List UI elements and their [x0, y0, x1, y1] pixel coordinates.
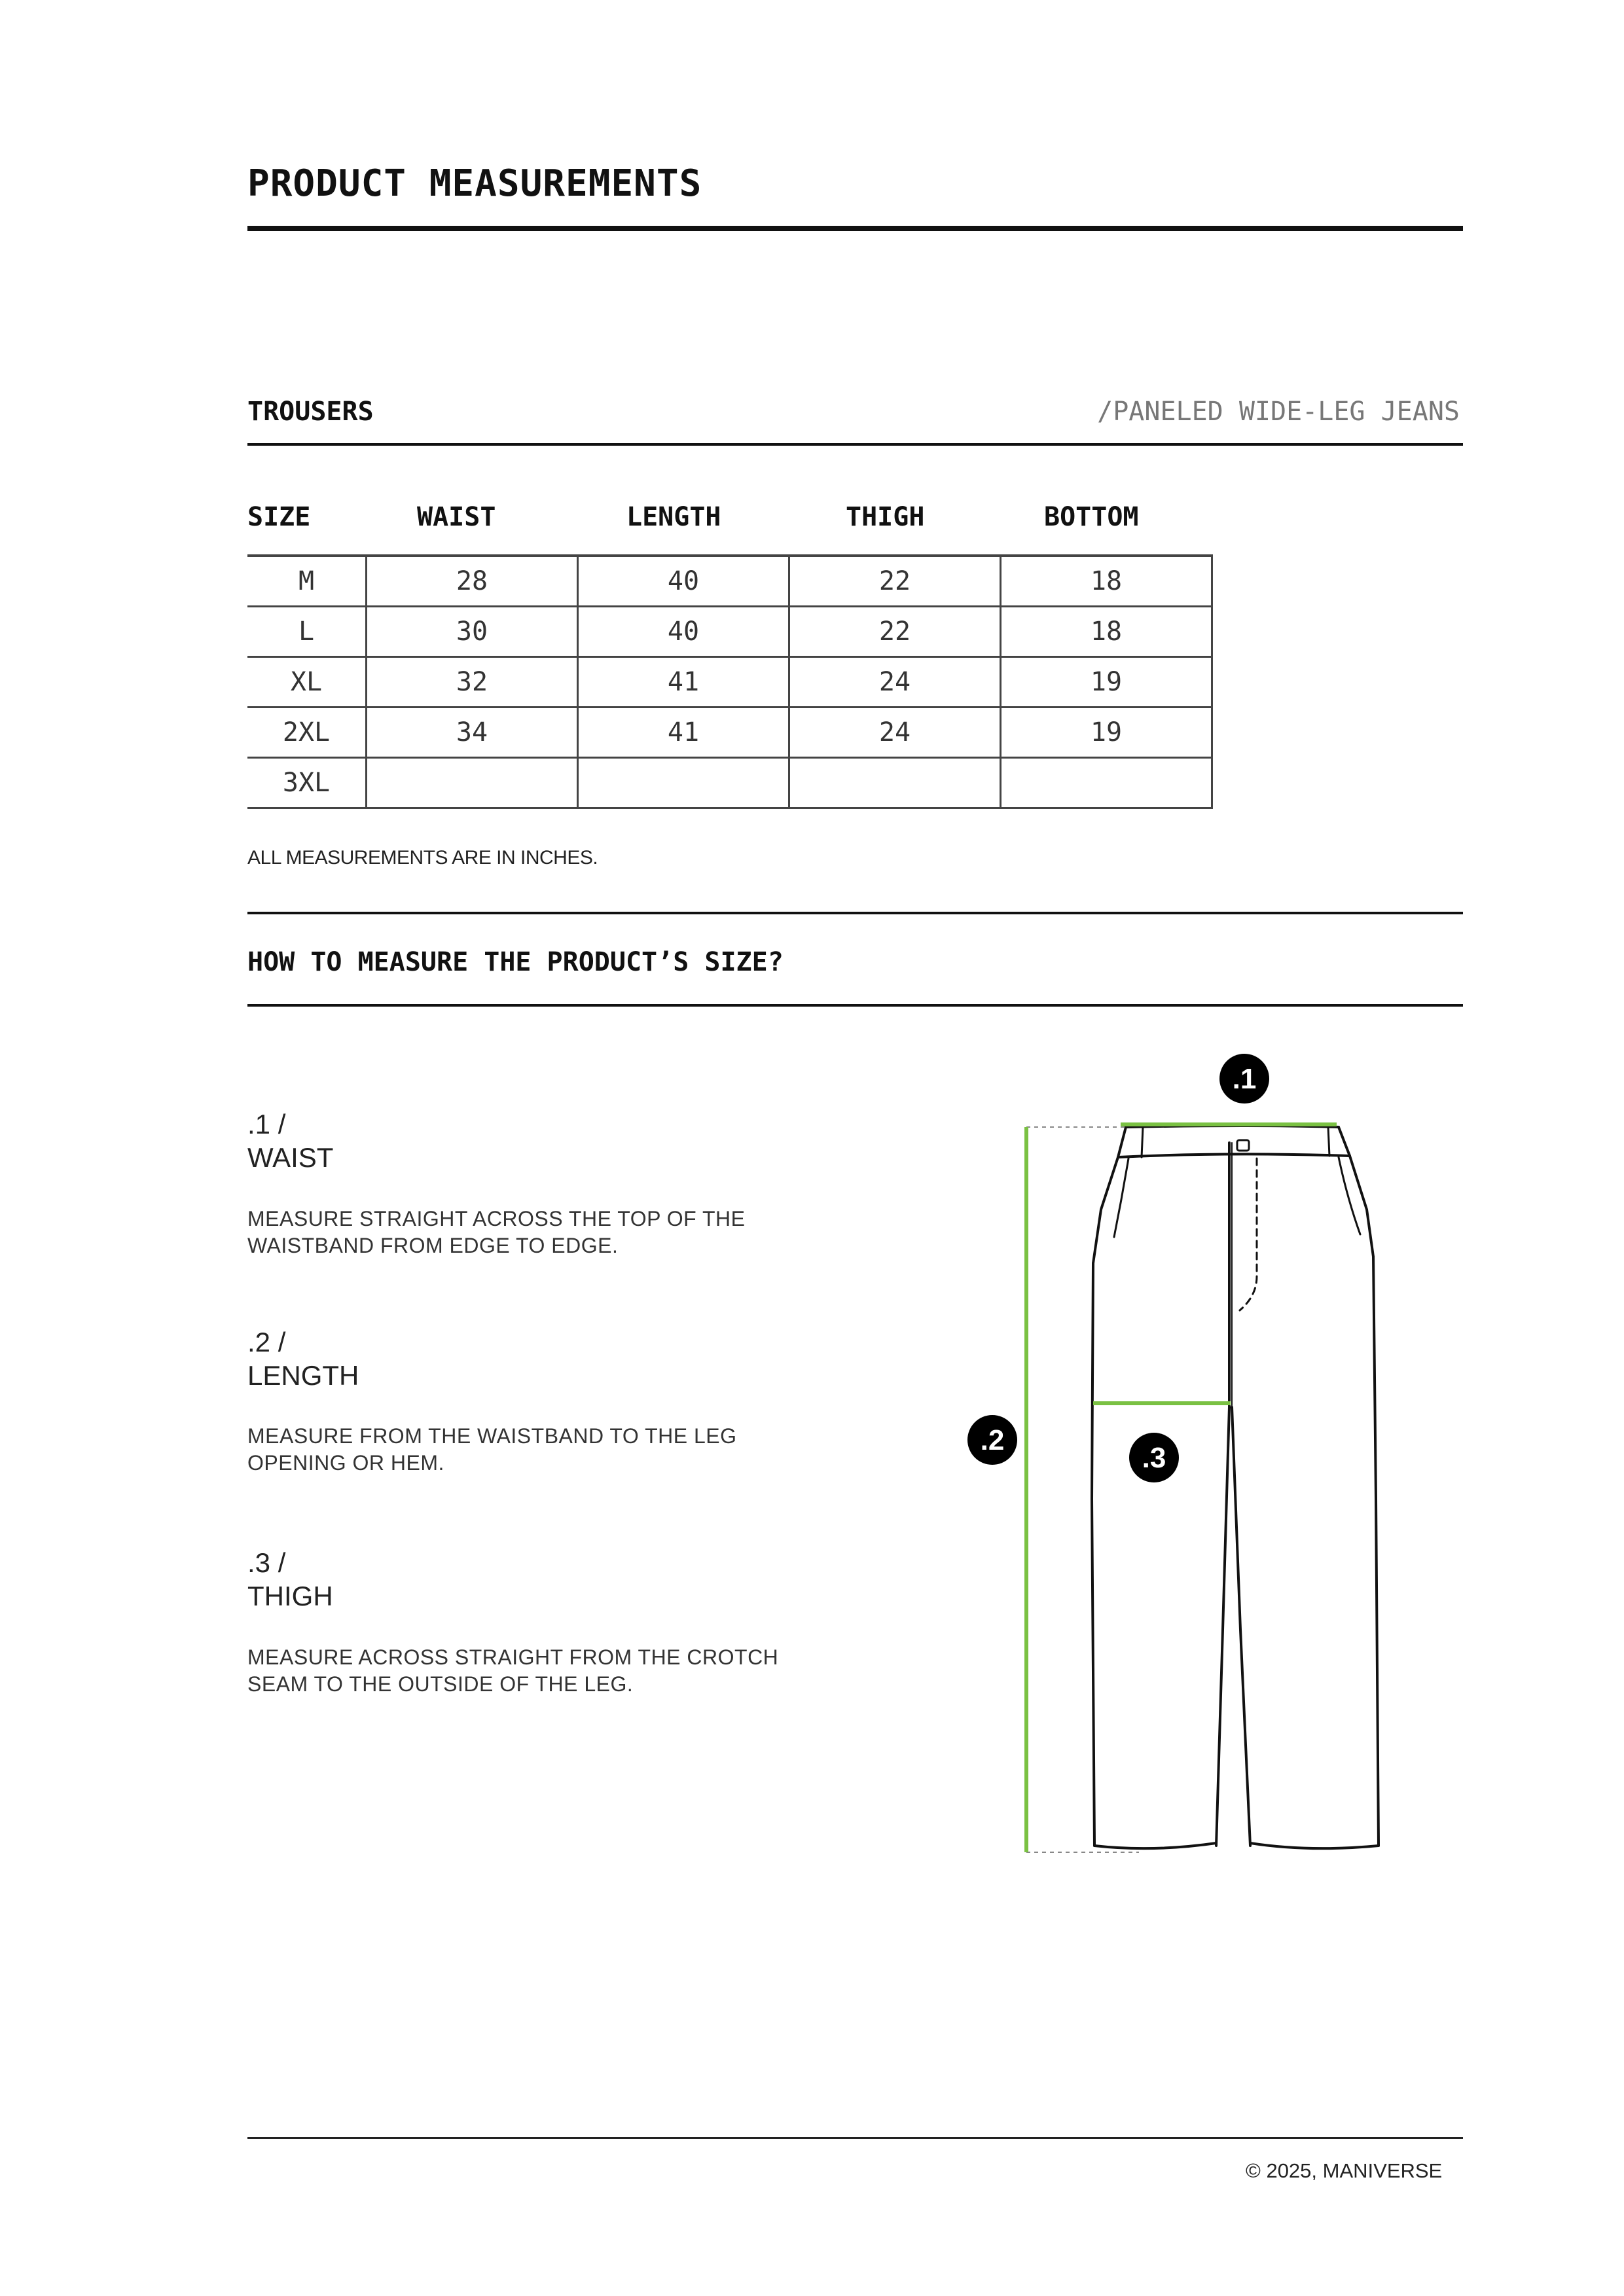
step-1-number: .1 / — [247, 1109, 286, 1139]
cell-thigh: 24 — [789, 708, 1001, 758]
table-row — [247, 708, 1212, 758]
cell-bottom — [1001, 758, 1212, 808]
table-row — [247, 657, 1212, 708]
measure-lines — [1026, 1124, 1337, 1852]
cell-length: 41 — [578, 657, 789, 708]
cell-size: 2XL — [247, 708, 367, 758]
col-header-size: SIZE — [247, 502, 311, 532]
cell-length: 40 — [578, 607, 789, 657]
step-1-description: MEASURE STRAIGHT ACROSS THE TOP OF THE WAISTBAND FROM EDGE TO EDGE. — [247, 1207, 746, 1257]
howto-bottom-divider — [247, 1004, 1463, 1007]
table-row — [247, 556, 1212, 607]
cell-size: L — [247, 607, 367, 657]
units-note: ALL MEASUREMENTS ARE IN INCHES. — [247, 847, 598, 869]
cell-thigh: 22 — [789, 607, 1001, 657]
cell-bottom: 18 — [1001, 607, 1212, 657]
cell-waist: 32 — [367, 657, 578, 708]
badge-thigh-label: .3 — [1142, 1442, 1166, 1474]
cell-size: M — [247, 556, 367, 607]
product-name: /PANELED WIDE-LEG JEANS — [1097, 397, 1460, 427]
howto-title: HOW TO MEASURE THE PRODUCT’S SIZE? — [247, 947, 784, 977]
table-row — [247, 607, 1212, 657]
badge-waist-label: .1 — [1232, 1063, 1257, 1095]
cell-size: XL — [247, 657, 367, 708]
cell-thigh: 24 — [789, 657, 1001, 708]
size-table — [247, 554, 1213, 809]
trousers-diagram — [943, 1041, 1401, 1878]
step-3-name: THIGH — [247, 1581, 333, 1611]
cell-waist — [367, 758, 578, 808]
step-3-description: MEASURE ACROSS STRAIGHT FROM THE CROTCH SEAM TO THE OUTSIDE OF THE LEG. — [247, 1645, 779, 1696]
footer-divider — [247, 2137, 1463, 2139]
cell-bottom: 19 — [1001, 708, 1212, 758]
cell-thigh: 22 — [789, 556, 1001, 607]
step-3-number: .3 / — [247, 1547, 286, 1578]
cell-bottom: 19 — [1001, 657, 1212, 708]
cell-length: 40 — [578, 556, 789, 607]
page-title: PRODUCT MEASUREMENTS — [247, 162, 702, 205]
cell-size: 3XL — [247, 758, 367, 808]
category-title: TROUSERS — [247, 397, 374, 427]
badge-thigh — [1129, 1433, 1179, 1482]
measure-guides — [1026, 1127, 1139, 1852]
cell-waist: 30 — [367, 607, 578, 657]
col-header-waist: WAIST — [417, 502, 496, 532]
col-header-thigh: THIGH — [846, 502, 925, 532]
footer-copyright: © 2025, MANIVERSE — [1246, 2159, 1443, 2182]
cell-waist: 28 — [367, 556, 578, 607]
badge-length — [967, 1415, 1017, 1465]
cell-length: 41 — [578, 708, 789, 758]
col-header-length: LENGTH — [626, 502, 721, 532]
section-divider — [247, 443, 1463, 446]
table-row — [247, 758, 1212, 808]
step-2-number: .2 / — [247, 1327, 286, 1357]
cell-bottom: 18 — [1001, 556, 1212, 607]
title-divider — [247, 226, 1463, 231]
cell-length — [578, 758, 789, 808]
cell-thigh — [789, 758, 1001, 808]
step-2-description: MEASURE FROM THE WAISTBAND TO THE LEG OPENING OR HEM. — [247, 1424, 737, 1475]
badge-waist — [1219, 1054, 1269, 1103]
cell-waist: 34 — [367, 708, 578, 758]
col-header-bottom: BOTTOM — [1044, 502, 1139, 532]
badge-length-label: .2 — [980, 1424, 1005, 1456]
step-1-name: WAIST — [247, 1142, 334, 1173]
trousers-outline — [1092, 1126, 1379, 1878]
howto-top-divider — [247, 912, 1463, 914]
step-2-name: LENGTH — [247, 1360, 359, 1391]
